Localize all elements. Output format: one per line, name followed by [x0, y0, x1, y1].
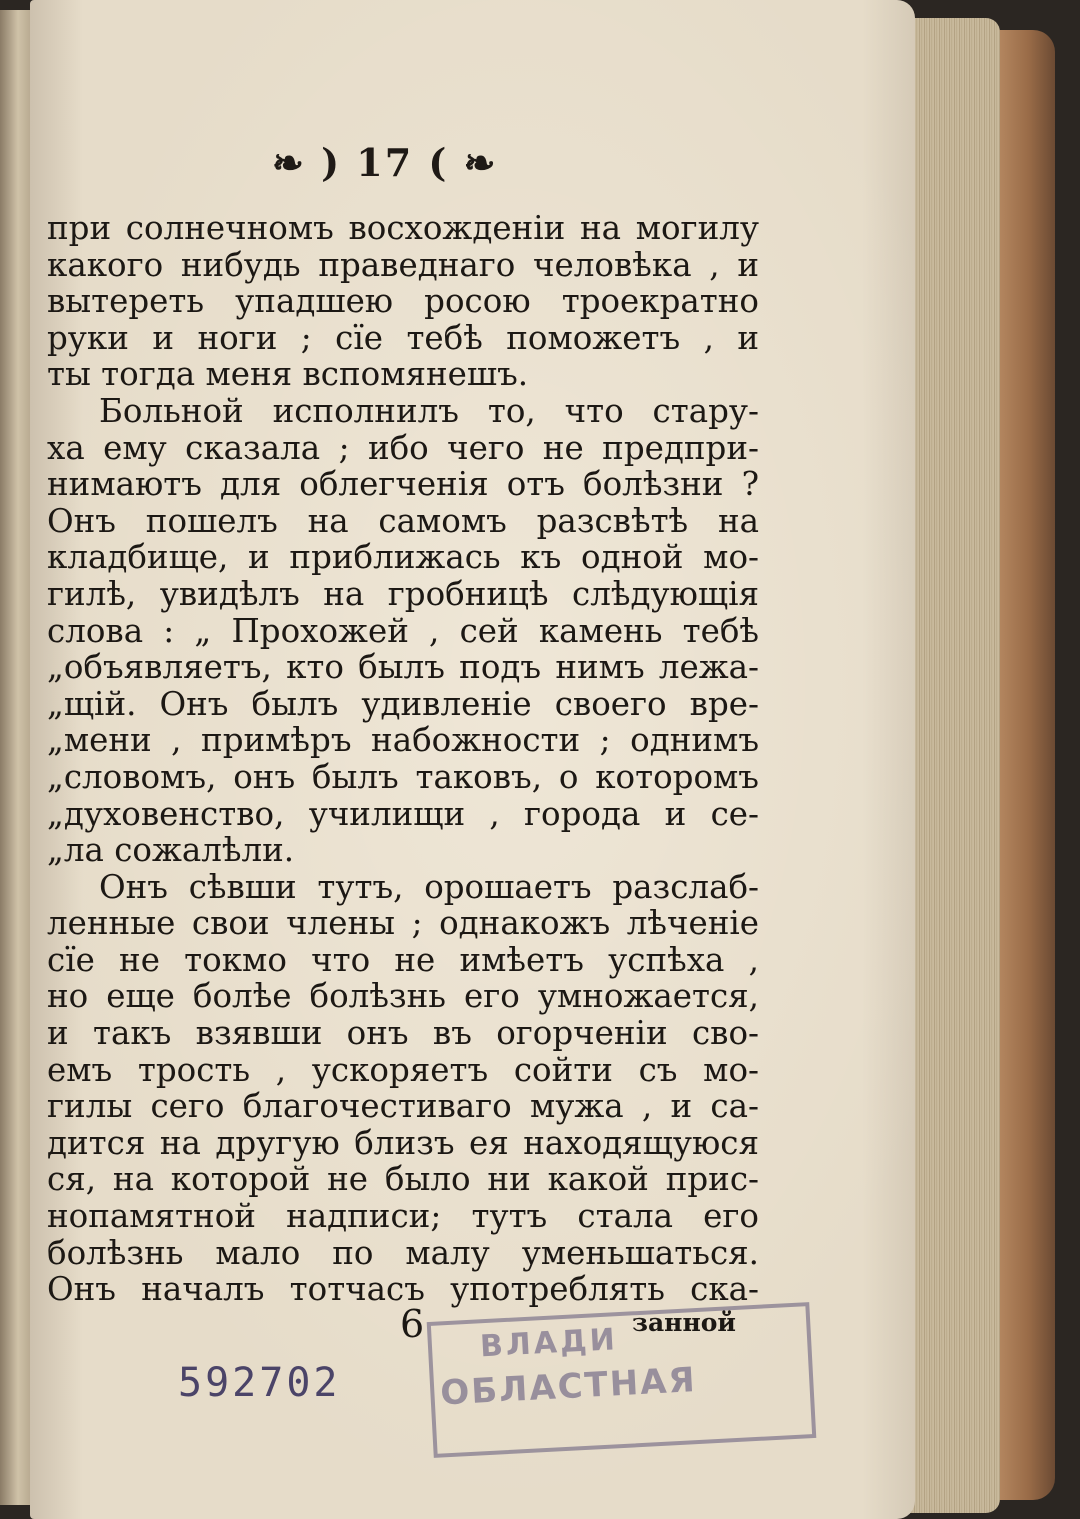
text-line: „мени , примѣръ набожности ; однимъ: [47, 721, 759, 760]
text-line: при солнечномъ восхожденіи на могилу: [47, 209, 759, 247]
text-line: Онъ сѣвши тутъ, орошаетъ разслаб-: [99, 867, 759, 906]
text-line: дится на другую близъ ея находящуюся: [47, 1123, 759, 1162]
text-line: кладбище, и приближась къ одной мо-: [47, 538, 759, 577]
inventory-number: 592702: [178, 1360, 341, 1406]
text-line: емъ трость , ускоряетъ сойти съ мо-: [47, 1050, 759, 1089]
text-line: „словомъ, онъ былъ таковъ, о которомъ: [47, 757, 759, 796]
text-line: но еще болѣе болѣзнь его умножается,: [47, 977, 759, 1016]
body-text: [47, 210, 759, 1308]
stamp-text-line2: ОБЛАСТНАЯ: [439, 1360, 698, 1414]
text-line: слова : „ Прохожей , сей камень тебѣ: [47, 611, 759, 650]
page-block-edge: [905, 18, 1000, 1513]
text-line: болѣзнь мало по малу уменьшаться.: [47, 1233, 759, 1272]
text-line: Онъ началъ тотчасъ употреблять ска-: [47, 1270, 759, 1309]
text-line: нимаютъ для облегченія отъ болѣзни ?: [47, 465, 759, 504]
text-line: вытереть упадшею росою троекратно: [47, 282, 759, 321]
previous-page-edge: [0, 10, 31, 1505]
text-line: гилы сего благочестиваго мужа , и са-: [47, 1087, 759, 1126]
library-stamp: [427, 1302, 817, 1458]
text-line: ты тогда меня вспомянешъ.: [47, 355, 529, 394]
text-line: „объявляетъ, кто былъ подъ нимъ лежа-: [47, 648, 759, 687]
text-line: какого нибудь праведнаго человѣка , и: [47, 245, 759, 284]
text-line: руки и ноги ; сїе тебѣ поможетъ , и: [47, 318, 759, 357]
text-line: и такъ взявши онъ въ огорченіи сво-: [47, 1014, 759, 1053]
catchword: занной: [632, 1308, 736, 1337]
text-line: нопамятной надписи; тутъ стала его: [47, 1197, 759, 1236]
text-line: ленные свои члены ; однакожъ лѣченіе: [47, 904, 759, 943]
text-line: сїе не токмо что не имѣетъ успѣха ,: [47, 940, 759, 979]
text-line: „щій. Онъ былъ удивленіе своего вре-: [47, 684, 759, 723]
signature-mark: 6: [400, 1302, 425, 1346]
text-line: „ла сожалѣли.: [47, 831, 295, 870]
text-line: ха ему сказала ; ибо чего не предпри-: [47, 428, 759, 467]
text-line: Больной исполнилъ то, что стару-: [99, 391, 759, 430]
stamp-text-line1: ВЛАДИ: [479, 1322, 619, 1365]
text-line: ся, на которой не было ни какой прис-: [47, 1160, 759, 1199]
text-line: „духовенство, училищи , города и се-: [47, 794, 759, 833]
text-line: Онъ пошелъ на самомъ разсвѣтѣ на: [47, 501, 759, 540]
text-line: гилѣ, увидѣлъ на гробницѣ слѣдующія: [47, 574, 759, 613]
book-cover-edge: [995, 30, 1055, 1500]
page-number-header: ❧ ) 17 ( ❧: [272, 140, 498, 185]
